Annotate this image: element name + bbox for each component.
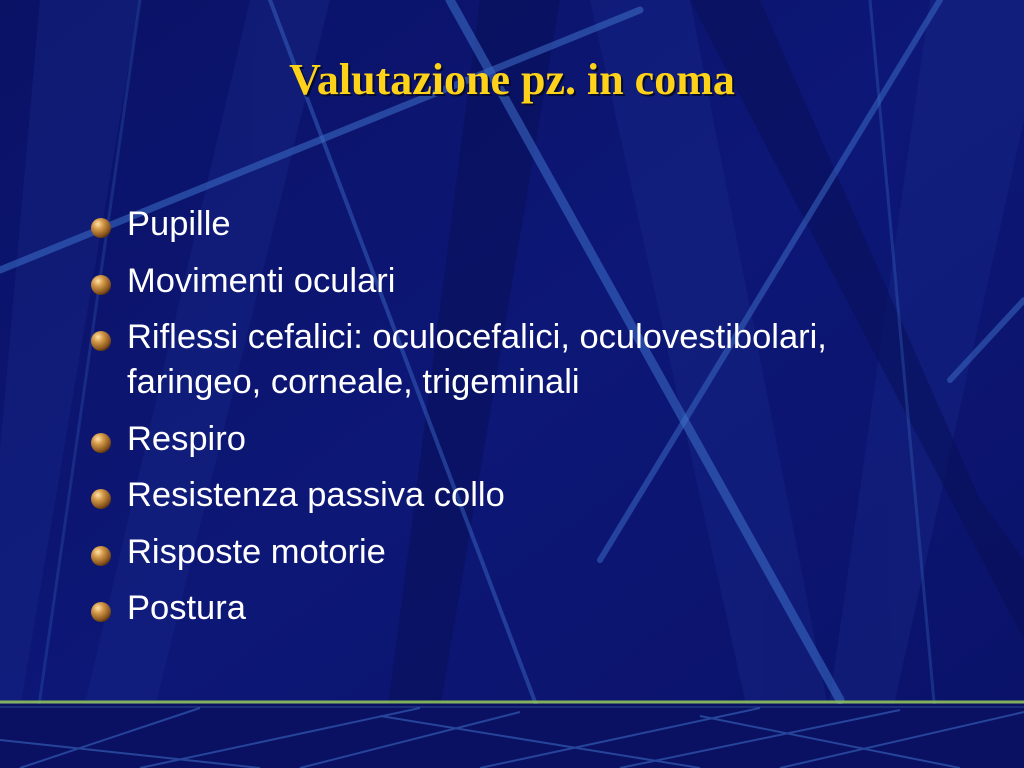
bullet-text: Pupille xyxy=(127,205,231,243)
bullet-text: Postura xyxy=(127,589,246,627)
bronze-sphere-bullet-icon xyxy=(90,217,112,239)
slide-title: Valutazione pz. in coma xyxy=(289,55,735,104)
bullet-text: Riflessi cefalici: oculocefalici, oculovestibolari, faringeo, corneale, trigeminali xyxy=(127,318,827,401)
bullet-text: Resistenza passiva collo xyxy=(127,476,505,514)
bronze-sphere-bullet-icon xyxy=(90,488,112,510)
bullet-item-pupille xyxy=(90,202,830,247)
bullet-item-riflessi-cefalici xyxy=(90,315,830,405)
bullet-item-movimenti-oculari xyxy=(90,259,830,304)
bullet-list xyxy=(90,202,830,643)
bronze-sphere-bullet-icon xyxy=(90,545,112,567)
bullet-item-risposte-motorie xyxy=(90,530,830,575)
bullet-item-postura xyxy=(90,586,830,631)
bottom-decoration xyxy=(0,702,1024,768)
bullet-item-resistenza-passiva-collo xyxy=(90,473,830,518)
bronze-sphere-bullet-icon xyxy=(90,330,112,352)
bronze-sphere-bullet-icon xyxy=(90,432,112,454)
bullet-text: Movimenti oculari xyxy=(127,261,396,300)
bronze-sphere-bullet-icon xyxy=(90,601,112,623)
bullet-text: Respiro xyxy=(127,419,246,458)
bullet-text: Risposte motorie xyxy=(127,532,386,571)
bullet-item-respiro xyxy=(90,417,830,462)
bronze-sphere-bullet-icon xyxy=(90,274,112,296)
